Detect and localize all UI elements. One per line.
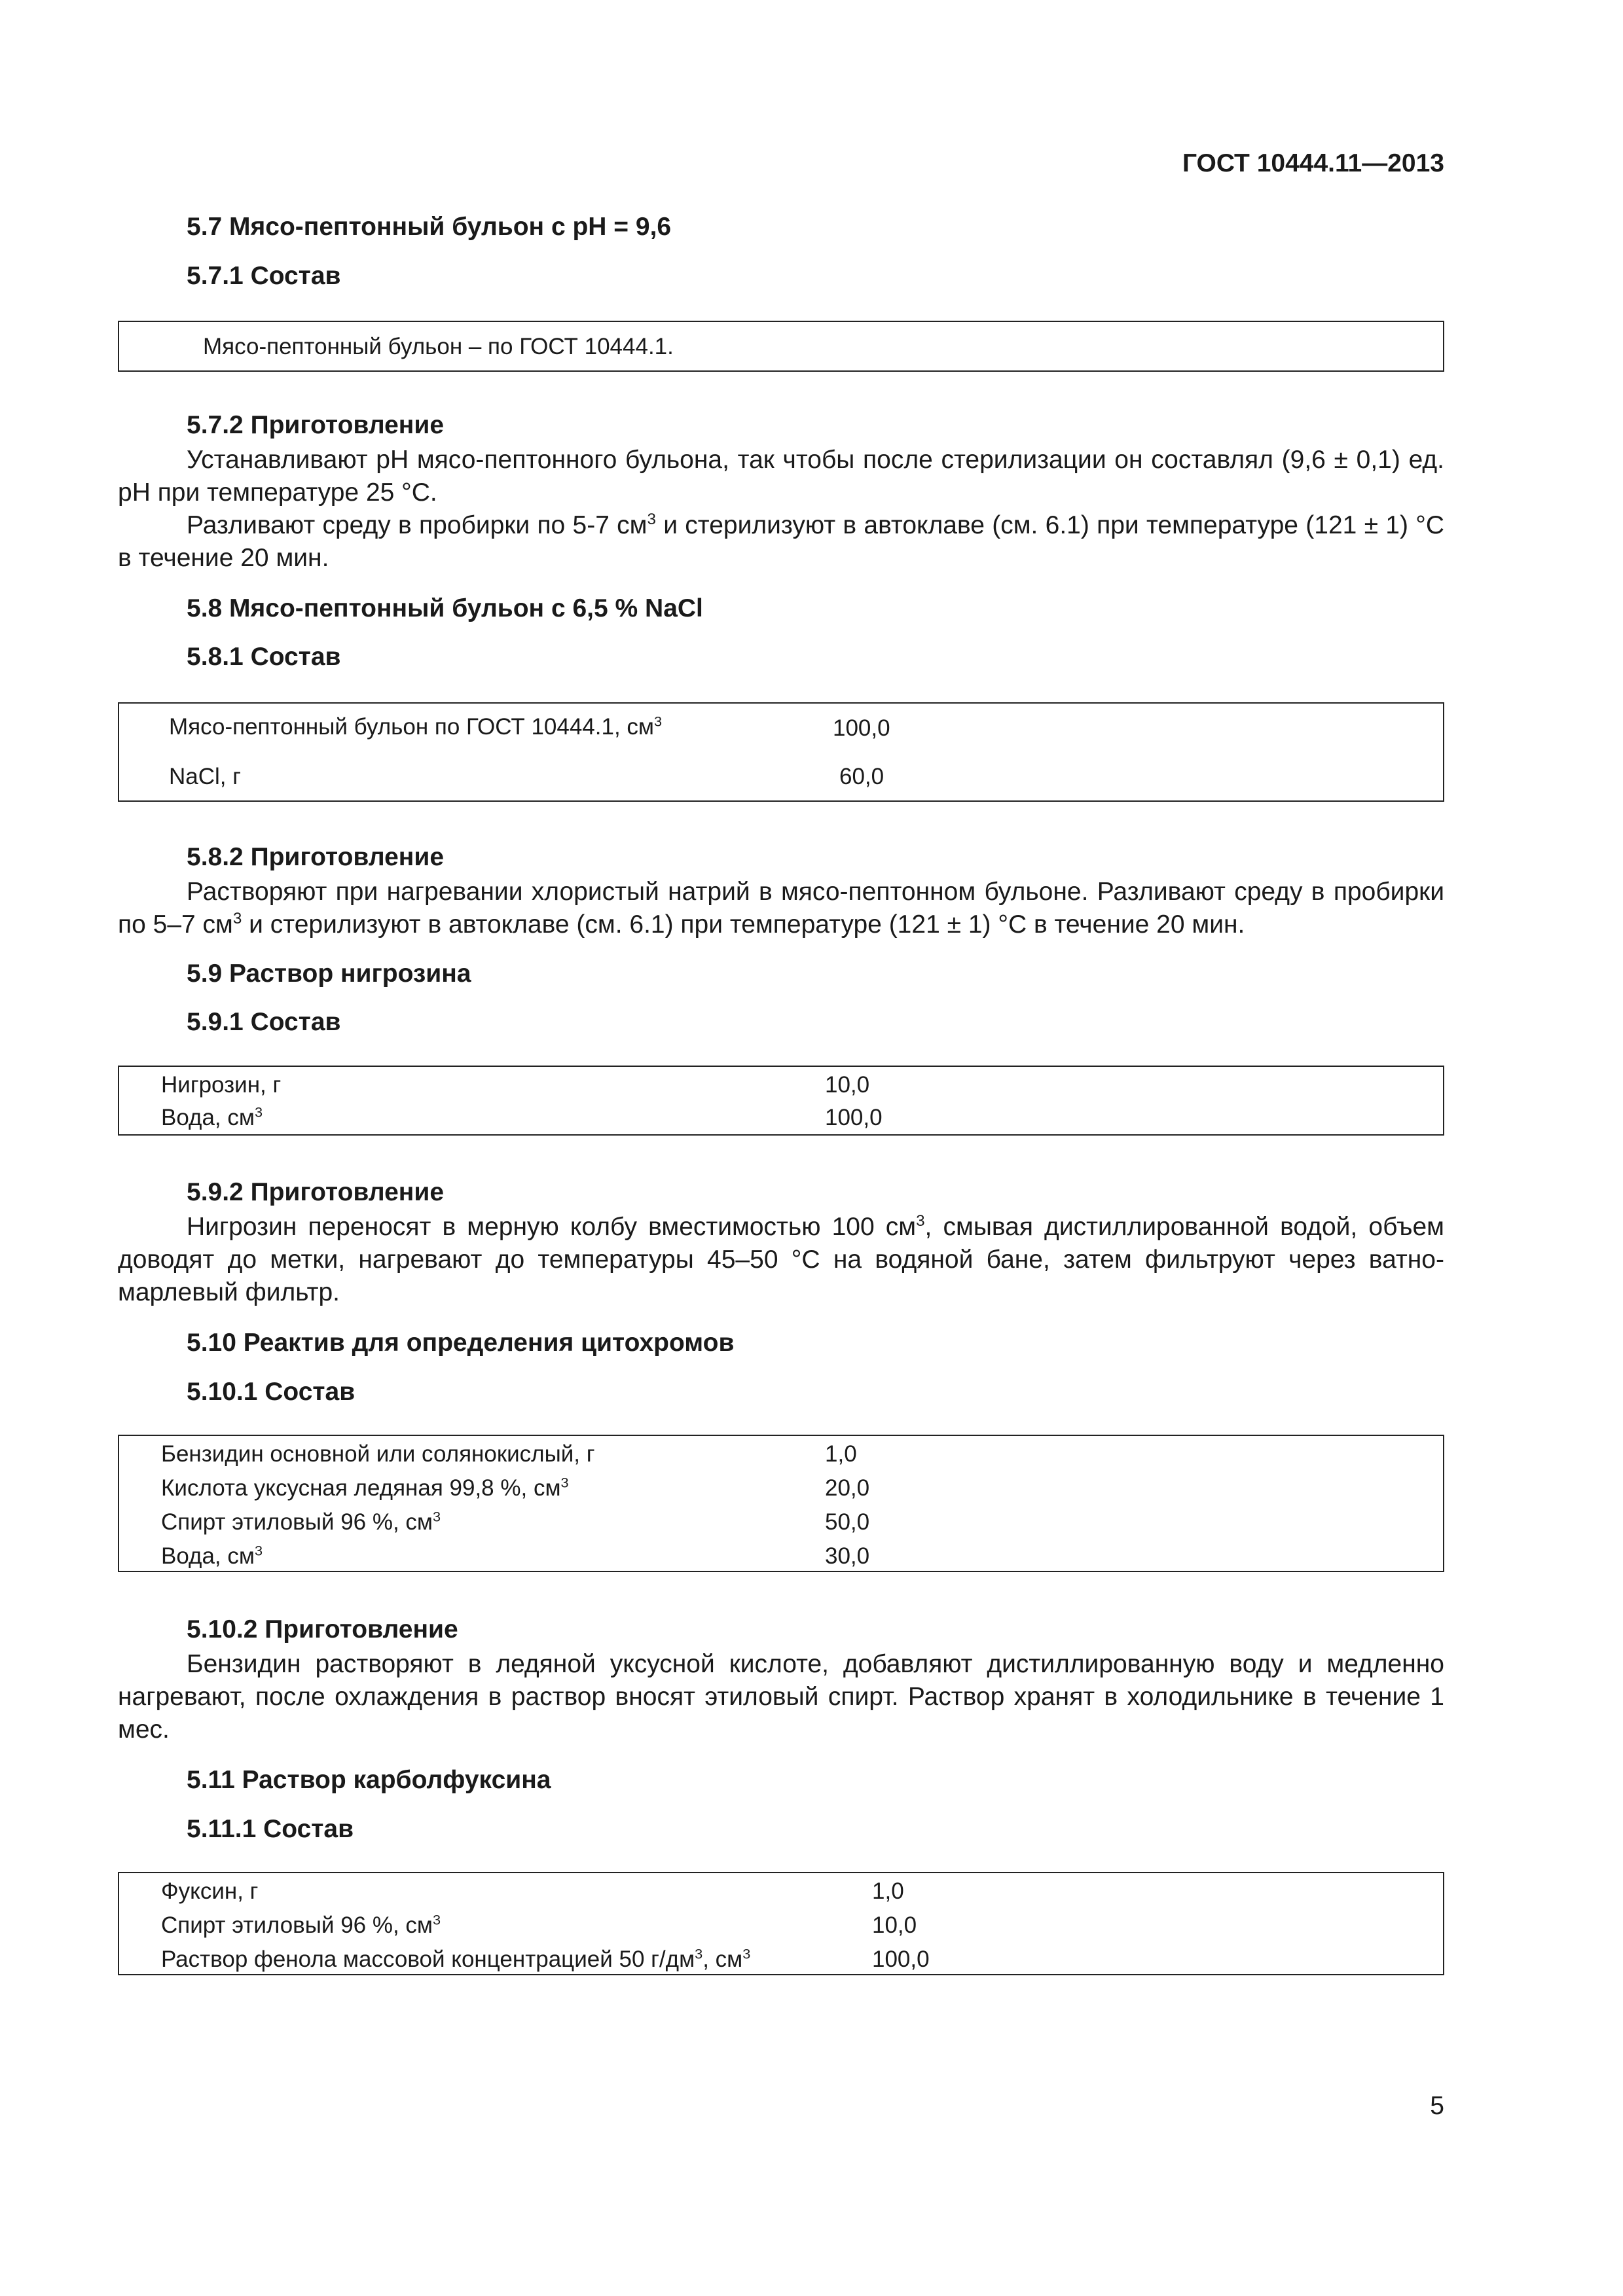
paragraph-text: Растворяют при нагревании хлористый натрий в мясо-пептонном бульоне. Разливают среду в пробирки по 5–7 $см^3$ и стерилизуют в автоклаве (см. 6.1) при температуре (121 ± 1) °С в течение 20 мин. <box>118 878 1444 939</box>
section-title-5-8: 5.8 Мясо-пептонный бульон с 6,5 % NaCl <box>187 594 703 622</box>
paragraph-text: Бензидин растворяют в ледяной уксусной кислоте, добавляют дистиллированную воду и медленно нагревают, после охлаждения в раствор вносят этиловый спирт. Раствор хранят в холодильнике в течение 1 мес. <box>118 1650 1444 1744</box>
document-code: ГОСТ 10444.11—2013 <box>1182 149 1444 177</box>
paragraph-text: Устанавливают pH мясо-пептонного бульона, так чтобы после стерилизации он составлял (9,6 ± 0,1) ед. pH при температуре 25 °С. <box>118 446 1444 507</box>
table-cell-name: Нигрозин, г <box>161 1072 282 1098</box>
table-cell-text: Мясо-пептонный бульон – по ГОСТ 10444.1. <box>203 334 674 359</box>
subsection-title-5-10-2: 5.10.2 Приготовление <box>187 1615 458 1643</box>
composition-table-5-7 <box>118 321 1444 372</box>
table-cell-value: 50,0 <box>825 1509 870 1535</box>
subsection-title-5-9-2: 5.9.2 Приготовление <box>187 1178 445 1206</box>
table-cell-value: 20,0 <box>825 1475 870 1501</box>
table-cell-name: Раствор фенола массовой концентрацией 50 $г/дм^3$, $см^3$ <box>161 1945 751 1972</box>
section-title-5-11: 5.11 Раствор карболфуксина <box>187 1766 551 1794</box>
table-cell-value: 100,0 <box>872 1946 930 1972</box>
subsection-title-5-7-1: 5.7.1 Состав <box>187 262 341 290</box>
table-cell-value: 10,0 <box>872 1912 917 1938</box>
table-cell-name: Фуксин, г <box>161 1878 259 1904</box>
subsection-title-5-7-2: 5.7.2 Приготовление <box>187 411 445 439</box>
subsection-title-5-10-1: 5.10.1 Состав <box>187 1378 356 1406</box>
subsection-title-5-11-1: 5.11.1 Состав <box>187 1815 354 1843</box>
subsection-title-5-8-1: 5.8.1 Состав <box>187 643 341 671</box>
table-cell-value: 60,0 <box>839 764 884 789</box>
table-cell-name: Спирт этиловый 96 %, $см^3$ <box>161 1911 441 1938</box>
table-cell-value: 1,0 <box>825 1441 857 1467</box>
table-cell-name: Вода, $см^3$ <box>161 1542 263 1569</box>
paragraph-5-8-2 <box>118 876 1444 941</box>
table-cell-name: Мясо-пептонный бульон по ГОСТ 10444.1, $см^3$ <box>169 713 663 740</box>
paragraph-text: Нигрозин переносят в мерную колбу вместимостью 100 $см^3$, смывая дистиллированной водой, объем доводят до метки, нагревают до температуры 45–50 °С на водяной бане, затем фильтруют через ватно-марлевый фильтр. <box>118 1212 1444 1306</box>
table-cell-name: Спирт этиловый 96 %, $см^3$ <box>161 1508 441 1535</box>
table-cell-value: 100,0 <box>833 715 890 741</box>
table-cell-value: 10,0 <box>825 1072 870 1098</box>
paragraph-5-7-2 <box>118 444 1444 575</box>
composition-table-5-10 <box>118 1435 1444 1572</box>
table-cell-name: NaCl, г <box>169 764 242 789</box>
composition-table-5-9 <box>118 1066 1444 1136</box>
composition-table-5-8 <box>118 702 1444 802</box>
section-title-5-9: 5.9 Раствор нигрозина <box>187 960 471 988</box>
table-cell-name: Вода, $см^3$ <box>161 1103 263 1130</box>
paragraph-5-10-2 <box>118 1648 1444 1746</box>
composition-table-5-11 <box>118 1872 1444 1975</box>
subsection-title-5-9-1: 5.9.1 Состав <box>187 1008 341 1036</box>
section-title-5-10: 5.10 Реактив для определения цитохромов <box>187 1329 735 1357</box>
paragraph-5-9-2 <box>118 1211 1444 1309</box>
table-cell-value: 30,0 <box>825 1543 870 1569</box>
subsection-title-5-8-2: 5.8.2 Приготовление <box>187 843 445 871</box>
table-cell-name: Бензидин основной или солянокислый, г <box>161 1441 595 1467</box>
paragraph-text: Разливают среду в пробирки по 5-7 $см^3$ и стерилизуют в автоклаве (см. 6.1) при температуре (121 ± 1) °С в течение 20 мин. <box>118 511 1444 572</box>
page-number: 5 <box>1430 2092 1444 2120</box>
table-cell-value: 1,0 <box>872 1878 904 1904</box>
section-title-5-7: 5.7 Мясо-пептонный бульон с pH = 9,6 <box>187 213 672 241</box>
table-cell-name: Кислота уксусная ледяная 99,8 %, $см^3$ <box>161 1474 569 1501</box>
table-cell-value: 100,0 <box>825 1105 883 1130</box>
